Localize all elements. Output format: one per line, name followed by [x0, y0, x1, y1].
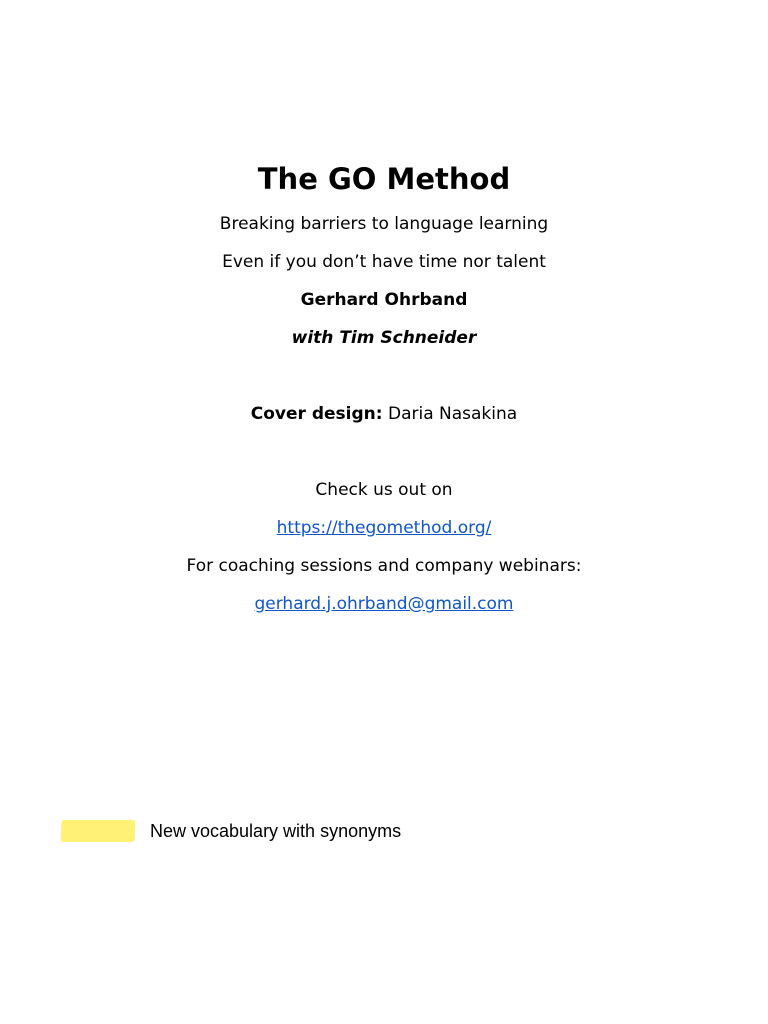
cover-design-label: Cover design: [250, 404, 383, 424]
cover-design-credit [0, 402, 768, 426]
email-line [0, 592, 768, 616]
book-title: The GO Method [257, 162, 511, 196]
subtitle-line-2: Even if you don’t have time nor talent [222, 252, 546, 272]
highlight-swatch [61, 820, 136, 842]
coaching-text: For coaching sessions and company webinars: [186, 556, 582, 576]
author-name: Gerhard Ohrband [300, 290, 468, 310]
website-link[interactable]: https://thegomethod.org/ [276, 518, 492, 538]
legend-label: New vocabulary with synonyms [150, 821, 402, 841]
website-line [0, 516, 768, 540]
vocabulary-legend [61, 818, 401, 844]
email-link[interactable]: gerhard.j.ohrband@gmail.com [254, 594, 514, 614]
cover-designer-name: Daria Nasakina [382, 404, 518, 424]
coauthor-name: with Tim Schneider [291, 328, 477, 348]
subtitle-line-1: Breaking barriers to language learning [219, 214, 549, 234]
check-us-out-text: Check us out on [315, 480, 453, 500]
